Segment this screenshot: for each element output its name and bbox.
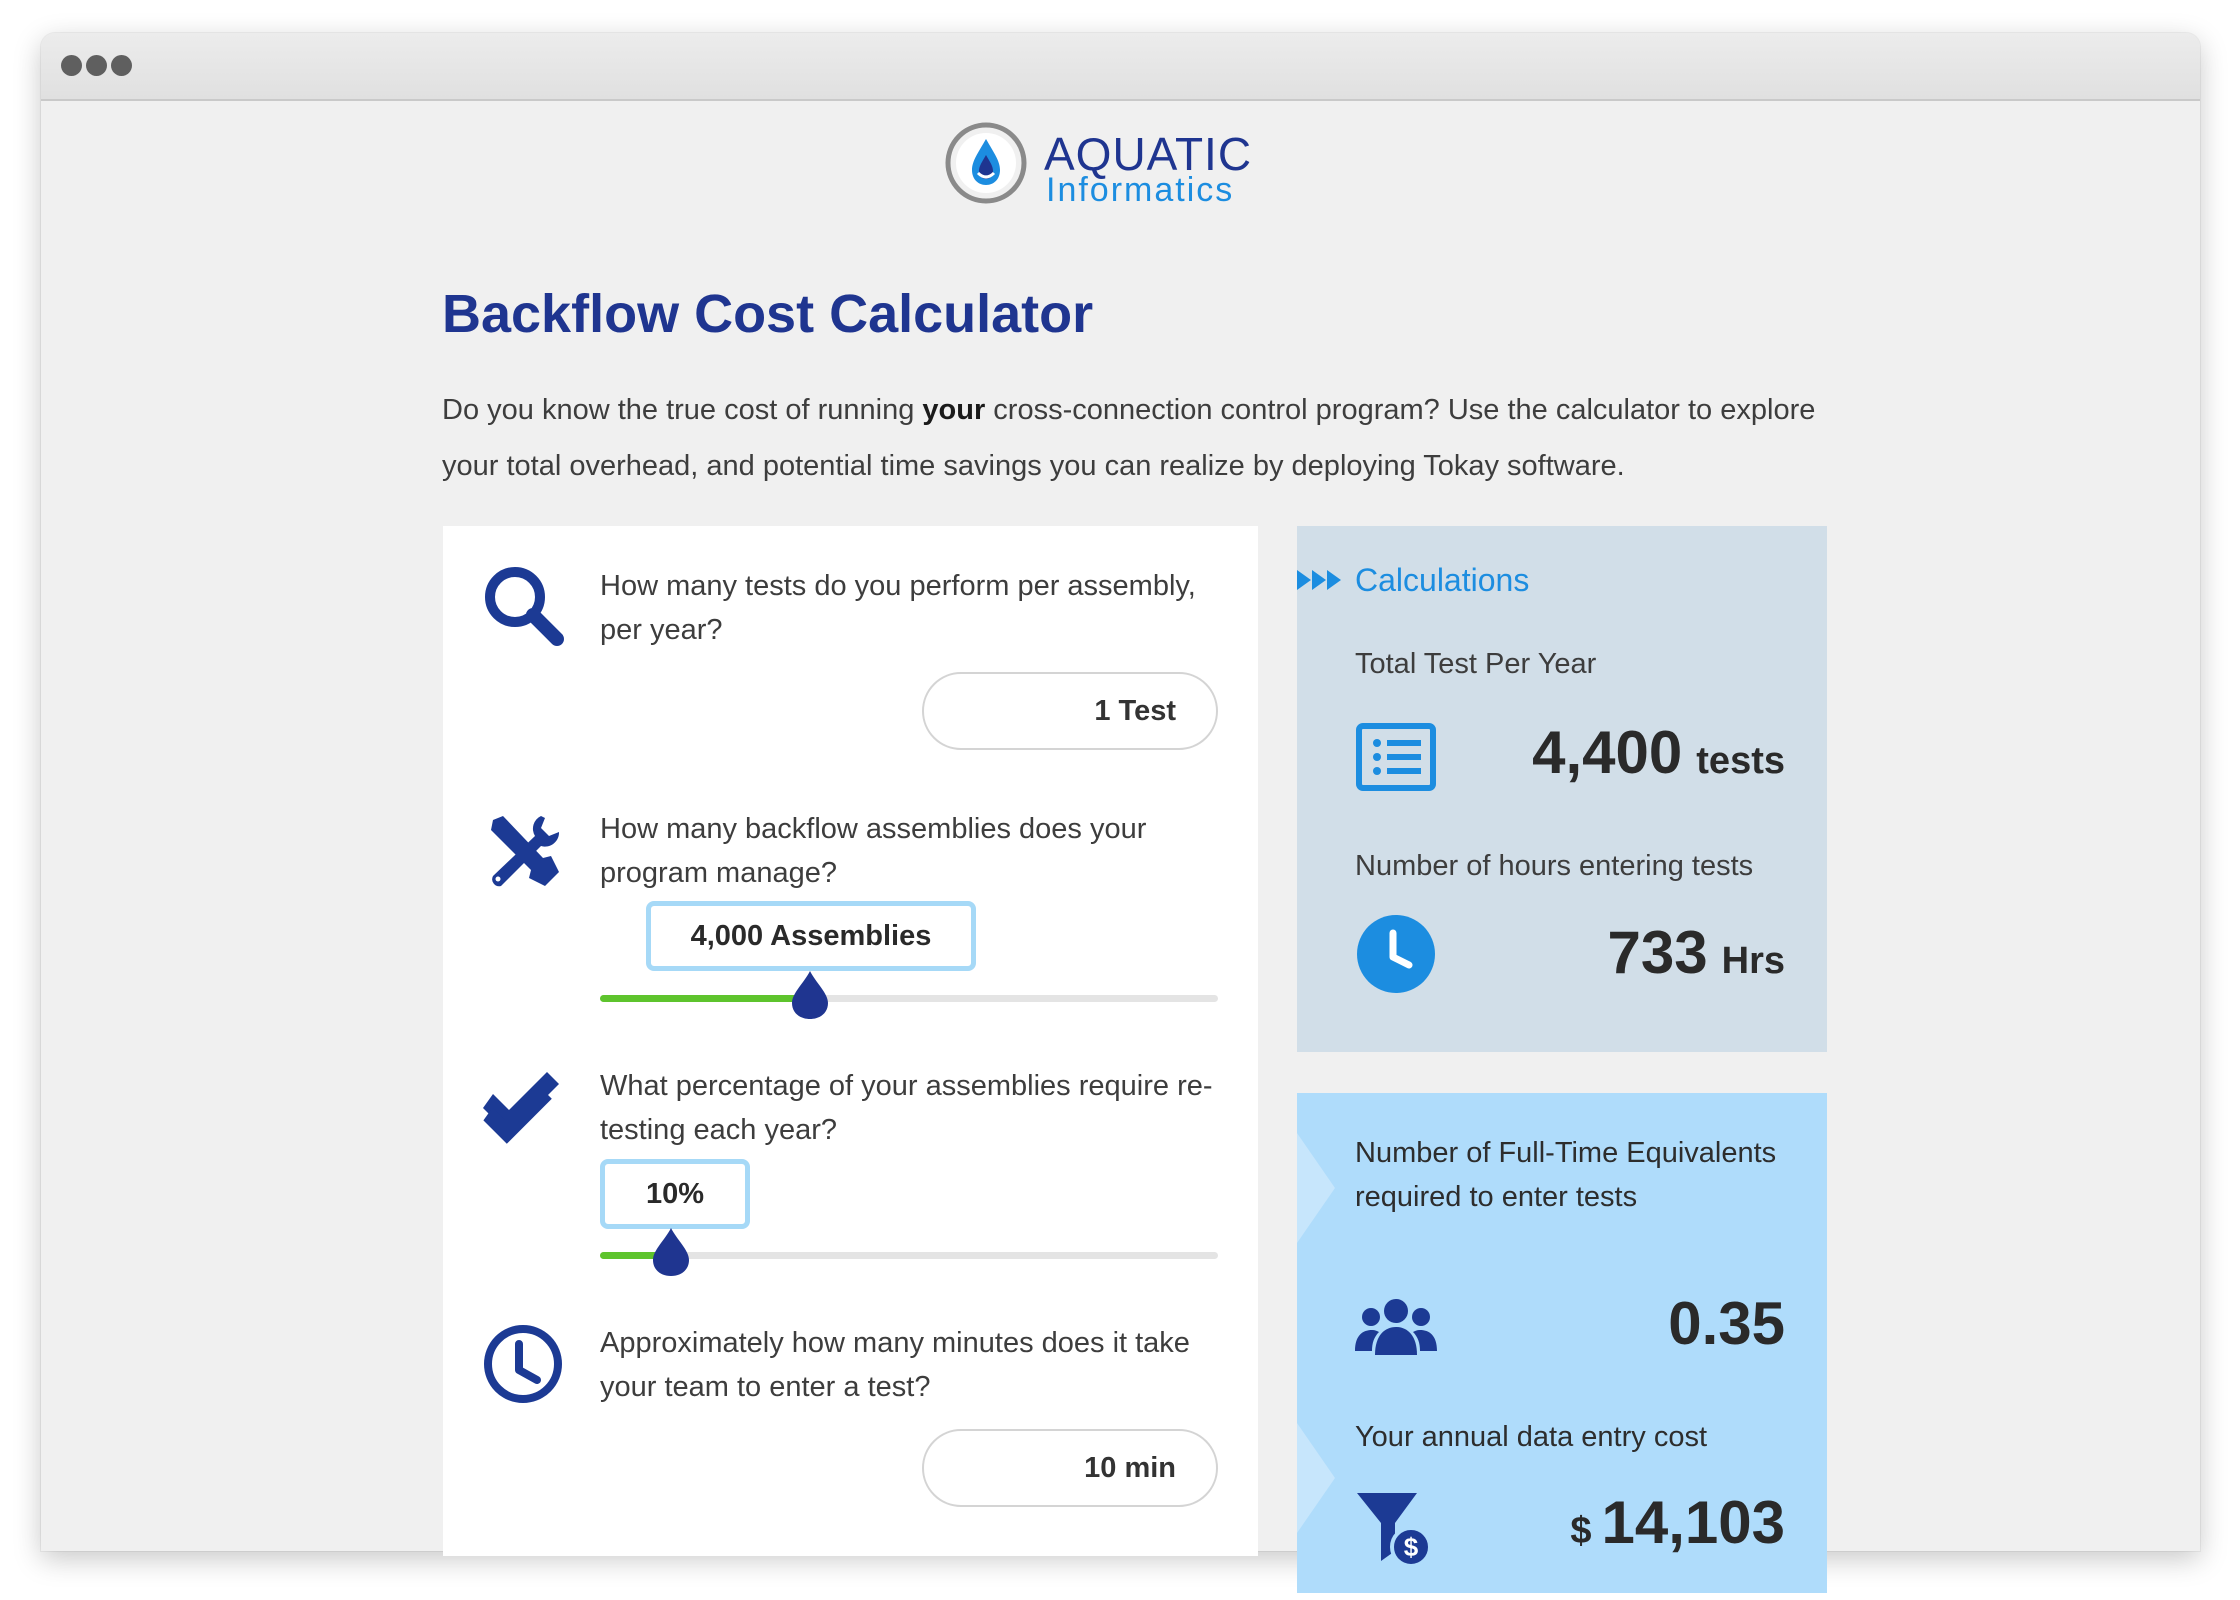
window-control-close[interactable] bbox=[61, 55, 82, 76]
tools-icon bbox=[479, 806, 567, 894]
intro-paragraph bbox=[442, 382, 1842, 494]
calculations-card bbox=[1297, 526, 1827, 1052]
team-users-icon bbox=[1355, 1293, 1437, 1363]
double-check-icon bbox=[479, 1060, 567, 1148]
clock-icon bbox=[1355, 913, 1437, 995]
intro-text-end: cross-connection control program? Use the calculator to explore your total overhead, and potential time savings you can realize by deploying Tokay software. bbox=[442, 394, 1816, 482]
hours-entering-unit: Hrs bbox=[1721, 940, 1785, 982]
triple-chevron-icon bbox=[1297, 568, 1347, 592]
minutes-per-test-input[interactable]: 10 min bbox=[922, 1429, 1218, 1507]
clock-icon bbox=[479, 1320, 567, 1408]
intro-text-emphasis: your bbox=[922, 394, 986, 426]
page-title: Backflow Cost Calculator bbox=[442, 284, 1094, 344]
assemblies-value-bubble: 4,000 Assemblies bbox=[646, 901, 976, 971]
svg-text:$: $ bbox=[1403, 1532, 1419, 1562]
water-drop-logo-icon bbox=[944, 121, 1028, 205]
tests-per-assembly-input[interactable]: 1 Test bbox=[922, 672, 1218, 750]
hours-entering-value: 733 bbox=[1607, 919, 1708, 986]
logo-wordmark-aquatic: AQUATIC bbox=[1044, 128, 1253, 180]
calculations-heading: Calculations bbox=[1355, 562, 1530, 598]
fte-label: Number of Full-Time Equivalents required to enter tests bbox=[1355, 1137, 1777, 1213]
question-tests-per-assembly: How many tests do you perform per assembly, per year? bbox=[600, 570, 1196, 646]
window-titlebar bbox=[41, 33, 2200, 101]
question-assemblies-managed: How many backflow assemblies does your program manage? bbox=[600, 813, 1147, 889]
calculator-inputs-card bbox=[443, 526, 1258, 1556]
fte-value: 0.35 bbox=[1668, 1290, 1785, 1357]
window-control-maximize[interactable] bbox=[111, 55, 132, 76]
retesting-value-bubble: 10% bbox=[600, 1159, 750, 1229]
annual-cost-label: Your annual data entry cost bbox=[1355, 1421, 1708, 1453]
window-control-minimize[interactable] bbox=[86, 55, 107, 76]
funnel-dollar-icon bbox=[1355, 1489, 1437, 1571]
search-icon bbox=[479, 561, 567, 649]
chevron-right-icon bbox=[1297, 1133, 1335, 1243]
retesting-slider[interactable] bbox=[600, 1252, 1218, 1259]
assemblies-slider[interactable] bbox=[600, 995, 1218, 1002]
hours-entering-readout bbox=[1608, 918, 1785, 987]
intro-text-start: Do you know the true cost of running bbox=[442, 394, 923, 426]
total-tests-value: 4,400 bbox=[1532, 719, 1683, 786]
hours-entering-label: Number of hours entering tests bbox=[1355, 850, 1754, 882]
retesting-slider-handle[interactable] bbox=[649, 1226, 693, 1278]
total-tests-readout bbox=[1532, 718, 1785, 787]
assemblies-slider-handle[interactable] bbox=[788, 969, 832, 1021]
annual-cost-value: 14,103 bbox=[1601, 1489, 1785, 1556]
aquatic-informatics-logo bbox=[944, 121, 1304, 221]
assemblies-slider-fill bbox=[600, 995, 810, 1002]
question-minutes-per-test: Approximately how many minutes does it take your team to enter a test? bbox=[600, 1327, 1190, 1403]
total-tests-unit: tests bbox=[1696, 740, 1785, 782]
logo-wordmark-informatics: Informatics bbox=[1046, 171, 1235, 209]
results-card bbox=[1297, 1093, 1827, 1593]
chevron-right-icon bbox=[1297, 1423, 1335, 1533]
annual-cost-currency: $ bbox=[1570, 1510, 1592, 1552]
question-retesting-percentage: What percentage of your assemblies require re-testing each year? bbox=[600, 1070, 1213, 1146]
annual-cost-readout bbox=[1570, 1488, 1785, 1557]
total-tests-label: Total Test Per Year bbox=[1355, 648, 1597, 680]
list-icon bbox=[1355, 716, 1437, 798]
